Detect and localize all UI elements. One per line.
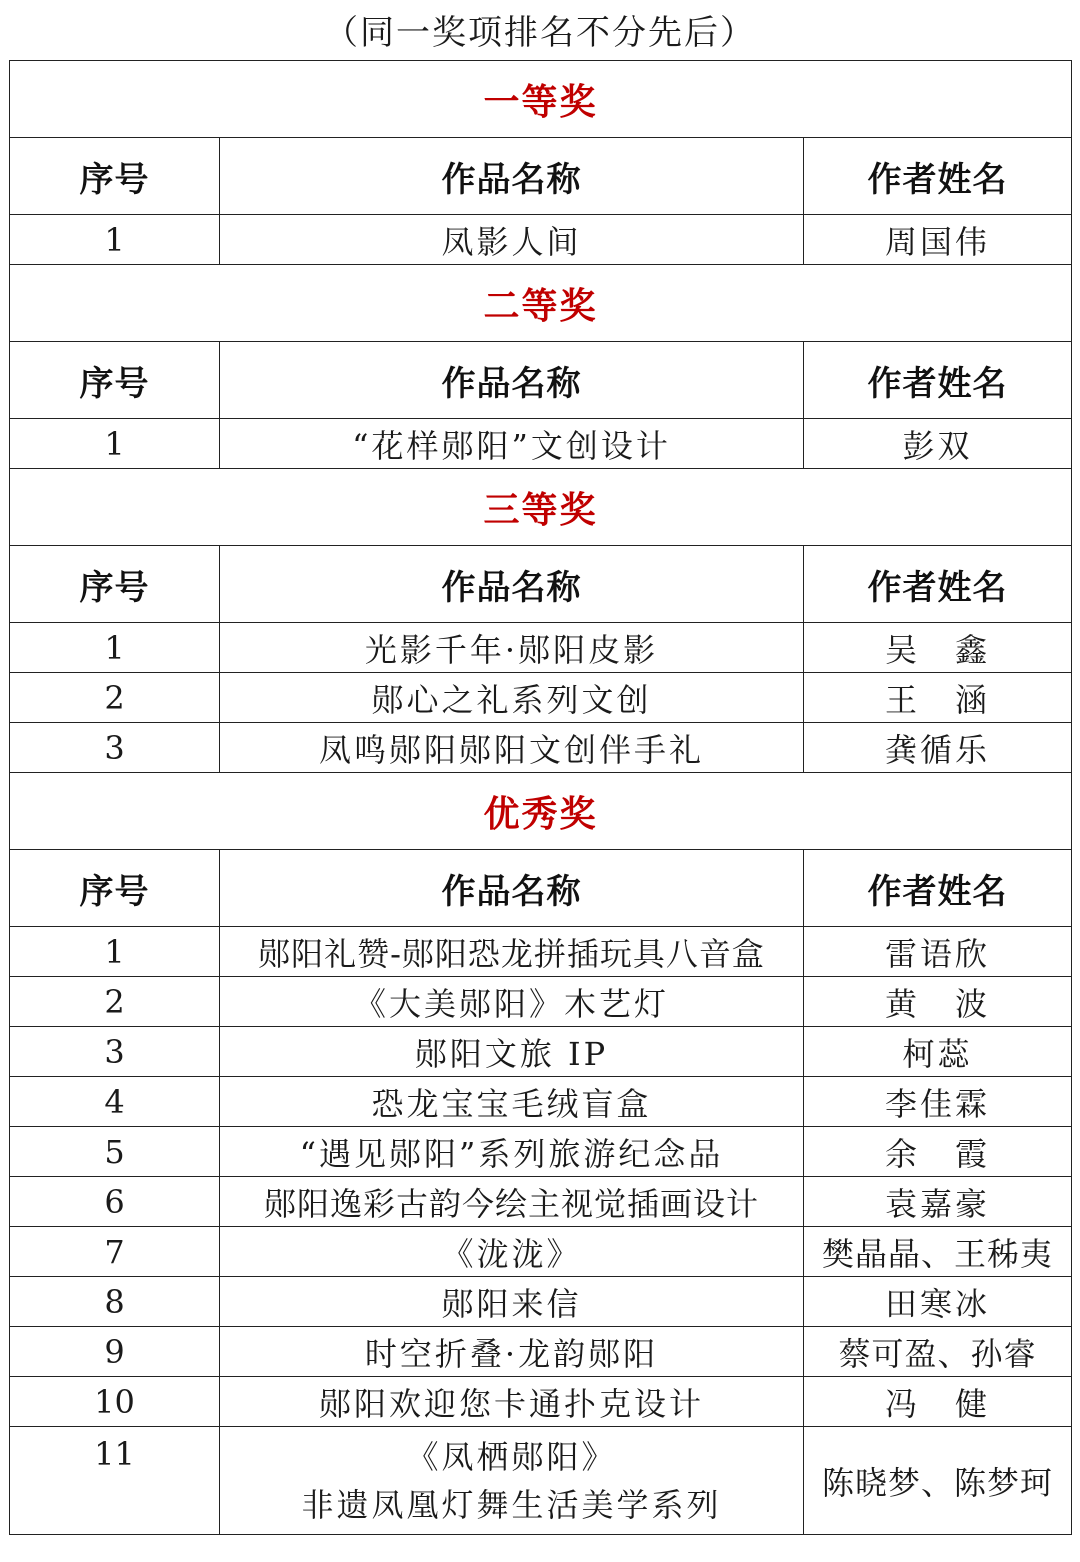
section-title-row	[10, 61, 1072, 138]
cell-index: 2	[10, 977, 220, 1027]
cell-author: 王 涵	[804, 673, 1072, 723]
table-row	[10, 1027, 1072, 1077]
cell-work: 郧阳逸彩古韵今绘主视觉插画设计	[220, 1177, 804, 1227]
header-index: 序号	[10, 546, 220, 623]
cell-author: 吴 鑫	[804, 623, 1072, 673]
cell-work: 恐龙宝宝毛绒盲盒	[220, 1077, 804, 1127]
table-row	[10, 977, 1072, 1027]
cell-author: 彭双	[804, 419, 1072, 469]
header-index: 序号	[10, 342, 220, 419]
cell-index: 2	[10, 673, 220, 723]
cell-work: 郧阳来信	[220, 1277, 804, 1327]
section-title-third-prize: 三等奖	[10, 469, 1072, 546]
table-row	[10, 1077, 1072, 1127]
table-row	[10, 1277, 1072, 1327]
header-work: 作品名称	[220, 850, 804, 927]
header-work: 作品名称	[220, 138, 804, 215]
cell-index: 3	[10, 723, 220, 773]
cell-index: 9	[10, 1327, 220, 1377]
header-row	[10, 138, 1072, 215]
section-title-row	[10, 773, 1072, 850]
header-author: 作者姓名	[804, 342, 1072, 419]
cell-index: 1	[10, 927, 220, 977]
cell-work: 郧心之礼系列文创	[220, 673, 804, 723]
table-row	[10, 723, 1072, 773]
cell-work: 《大美郧阳》木艺灯	[220, 977, 804, 1027]
table-row	[10, 1427, 1072, 1535]
cell-index: 1	[10, 215, 220, 265]
cell-index: 8	[10, 1277, 220, 1327]
header-author: 作者姓名	[804, 138, 1072, 215]
cell-work: 凤影人间	[220, 215, 804, 265]
cell-work-line-1: 《凤栖郧阳》	[406, 1437, 617, 1476]
cell-author: 袁嘉豪	[804, 1177, 1072, 1227]
cell-author: 李佳霖	[804, 1077, 1072, 1127]
cell-author: 柯蕊	[804, 1027, 1072, 1077]
cell-index: 11	[10, 1427, 220, 1535]
cell-author: 田寒冰	[804, 1277, 1072, 1327]
cell-work: 郧阳欢迎您卡通扑克设计	[220, 1377, 804, 1427]
cell-index: 5	[10, 1127, 220, 1177]
award-table	[9, 60, 1072, 1535]
cell-index: 10	[10, 1377, 220, 1427]
cell-index: 6	[10, 1177, 220, 1227]
cell-work: 《泷泷》	[220, 1227, 804, 1277]
cell-work: “花样郧阳”文创设计	[220, 419, 804, 469]
table-row	[10, 215, 1072, 265]
table-row	[10, 419, 1072, 469]
ranking-note: （同一奖项排名不分先后）	[324, 13, 756, 53]
section-title-row	[10, 265, 1072, 342]
cell-author: 陈晓梦、陈梦珂	[804, 1427, 1072, 1535]
table-row	[10, 1127, 1072, 1177]
cell-work: 光影千年·郧阳皮影	[220, 623, 804, 673]
cell-author: 冯 健	[804, 1377, 1072, 1427]
cell-work: 郧阳礼赞-郧阳恐龙拼插玩具八音盒	[220, 927, 804, 977]
cell-index: 1	[10, 419, 220, 469]
cell-author: 余 霞	[804, 1127, 1072, 1177]
cell-author: 蔡可盈、孙睿	[804, 1327, 1072, 1377]
cell-index: 3	[10, 1027, 220, 1077]
cell-index: 7	[10, 1227, 220, 1277]
cell-index: 1	[10, 623, 220, 673]
table-row	[10, 1227, 1072, 1277]
cell-author: 黄 波	[804, 977, 1072, 1027]
header-row	[10, 850, 1072, 927]
section-title-second-prize: 二等奖	[10, 265, 1072, 342]
header-row	[10, 342, 1072, 419]
cell-author: 龚循乐	[804, 723, 1072, 773]
header-index: 序号	[10, 850, 220, 927]
header-work: 作品名称	[220, 342, 804, 419]
section-title-row	[10, 469, 1072, 546]
table-row	[10, 1327, 1072, 1377]
cell-work: 时空折叠·龙韵郧阳	[220, 1327, 804, 1377]
section-title-excellence-prize: 优秀奖	[10, 773, 1072, 850]
cell-author: 雷语欣	[804, 927, 1072, 977]
header-row	[10, 546, 1072, 623]
header-index: 序号	[10, 138, 220, 215]
header-author: 作者姓名	[804, 546, 1072, 623]
header-work: 作品名称	[220, 546, 804, 623]
cell-work: 郧阳文旅 IP	[220, 1027, 804, 1077]
cell-work: “遇见郧阳”系列旅游纪念品	[220, 1127, 804, 1177]
cell-author: 周国伟	[804, 215, 1072, 265]
header-author: 作者姓名	[804, 850, 1072, 927]
section-title-first-prize: 一等奖	[10, 61, 1072, 138]
table-row	[10, 1377, 1072, 1427]
table-row	[10, 673, 1072, 723]
cell-author: 樊晶晶、王秭夷	[804, 1227, 1072, 1277]
cell-work	[220, 1427, 804, 1535]
table-row	[10, 927, 1072, 977]
cell-work: 凤鸣郧阳郧阳文创伴手礼	[220, 723, 804, 773]
cell-work-line-2: 非遗凤凰灯舞生活美学系列	[301, 1485, 722, 1524]
cell-index: 4	[10, 1077, 220, 1127]
table-row	[10, 623, 1072, 673]
table-row	[10, 1177, 1072, 1227]
